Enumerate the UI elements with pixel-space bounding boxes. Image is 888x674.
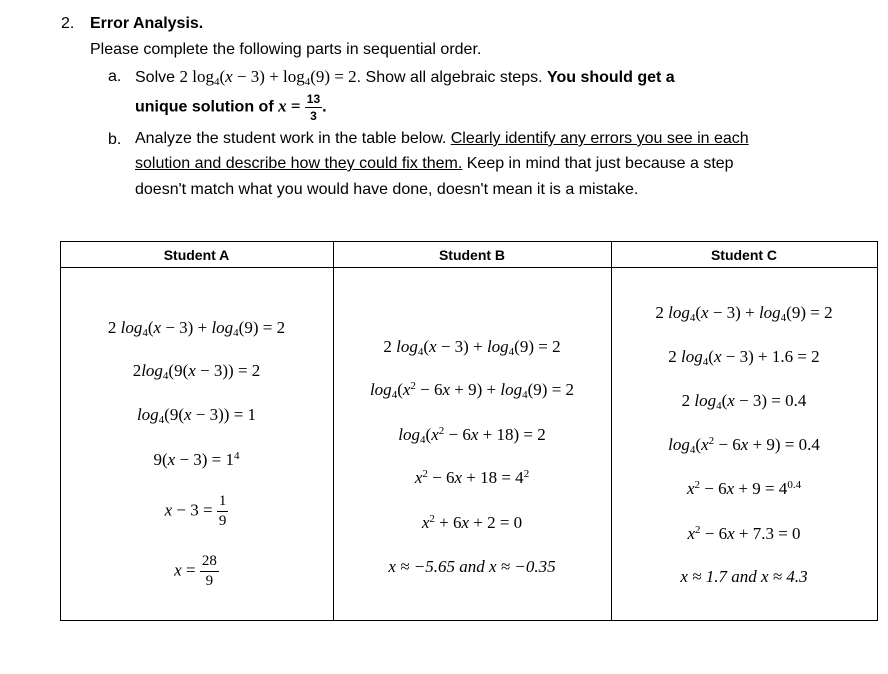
table-border-top <box>60 241 878 242</box>
student-c-step-2: 2 $\log_4(x - 3) + 1.6 = 2$ <box>668 347 820 368</box>
header-student-a: Student A <box>163 247 230 263</box>
part-b-text-1: Analyze the student work in the table below. <box>135 130 451 147</box>
part-a-text-2: . Show all algebraic steps. <box>356 69 543 86</box>
part-b-line-1 <box>135 130 749 148</box>
question-number: 2. <box>61 15 75 32</box>
part-b-underlined-2: solution and describe how they could fix them. <box>135 155 463 172</box>
part-a-text-1: Solve <box>135 69 180 86</box>
header-student-b: Student B <box>438 247 506 263</box>
part-a-answer-fraction <box>305 93 322 122</box>
student-a-step-5-num: 1 <box>217 494 229 512</box>
question-title: Error Analysis. <box>90 15 204 32</box>
table-border-bottom <box>60 620 878 621</box>
student-a-step-4: $9(x - 3) = 1^4$ <box>153 450 240 469</box>
table-col-divider-2 <box>611 241 612 621</box>
part-a-bold-1: You should get a <box>546 69 675 86</box>
student-a-step-2: $2\log_4(9(x - 3)) = 2$ <box>132 361 261 382</box>
student-b-final: x ≈ −5.65 and x ≈ −0.35 <box>388 557 556 576</box>
student-c-step-3: 2 $\log_4(x - 3) = 0.4$ <box>681 391 807 412</box>
student-b-step-2: $\log_4(x^2 - 6x + 9) + \log_4(9) = 2$ <box>369 380 575 401</box>
part-a-line-2: unique solution of x = $\frac{13}{3}$ . <box>135 92 327 123</box>
student-c-final: x ≈ 1.7 and x ≈ 4.3 <box>680 567 808 586</box>
student-a-step-6-num: 28 <box>200 554 219 572</box>
part-a-answer-den: 3 <box>310 109 317 123</box>
student-c-step-5: $x^2 - 6x + 9 = 4^{0.4}$ <box>686 479 802 498</box>
student-b-step-1: 2 $\log_4(x - 3) + \log_4(9) = 2$ <box>383 337 561 358</box>
part-b-underlined-1: Clearly identify any errors you see in each <box>450 130 749 147</box>
student-b-step-4: $x^2 - 6x + 18 = 4^2$ <box>414 468 530 487</box>
table-header-divider <box>60 267 878 268</box>
student-c-step-1: 2 $\log_4(x - 3) + \log_4(9) = 2$ <box>655 303 833 324</box>
student-a-step-3: $\log_4(9(x - 3)) = 1$ <box>136 405 257 426</box>
student-a-step-1: 2 $\log_4(x - 3) + \log_4(9) = 2$ <box>107 318 286 339</box>
part-a-answer-num: 13 <box>306 92 321 106</box>
student-c-step-4: $\log_4(x^2 - 6x + 9) = 0.4$ <box>668 435 820 456</box>
student-b-step-3: $\log_4(x^2 - 6x + 18) = 2$ <box>398 425 546 446</box>
part-b-marker: b. <box>108 131 122 148</box>
part-b-line-2 <box>135 155 734 173</box>
question-instructions: Please complete the following parts in sequential order. <box>90 41 482 58</box>
part-a-line-1 <box>135 67 675 88</box>
part-a-marker: a. <box>108 68 122 85</box>
header-student-c: Student C <box>710 247 778 263</box>
part-a-equation: 2 $\log_4(x - 3) + \log_4(9) = 2$ <box>179 67 357 88</box>
part-a-answer-var: x <box>278 96 287 116</box>
part-b-text-2: Keep in mind that just because a step <box>462 155 734 172</box>
student-a-step-6-den: 9 <box>205 573 214 589</box>
student-b-step-5: $x^2 + 6x + 2 = 0$ <box>421 513 523 532</box>
student-c-step-6: $x^2 - 6x + 7.3 = 0$ <box>687 524 801 543</box>
student-a-step-5: x − 3 = $\frac{1}{9}$ <box>164 493 227 529</box>
student-a-step-5-den: 9 <box>218 513 227 529</box>
part-b-text-3: doesn't match what you would have done, doesn't mean it is a mistake. <box>135 181 639 198</box>
part-a-bold-2: unique solution of <box>135 98 279 116</box>
student-a-step-6: x = $\frac{28}{9}$ <box>174 553 217 589</box>
table-border-right <box>877 241 878 621</box>
